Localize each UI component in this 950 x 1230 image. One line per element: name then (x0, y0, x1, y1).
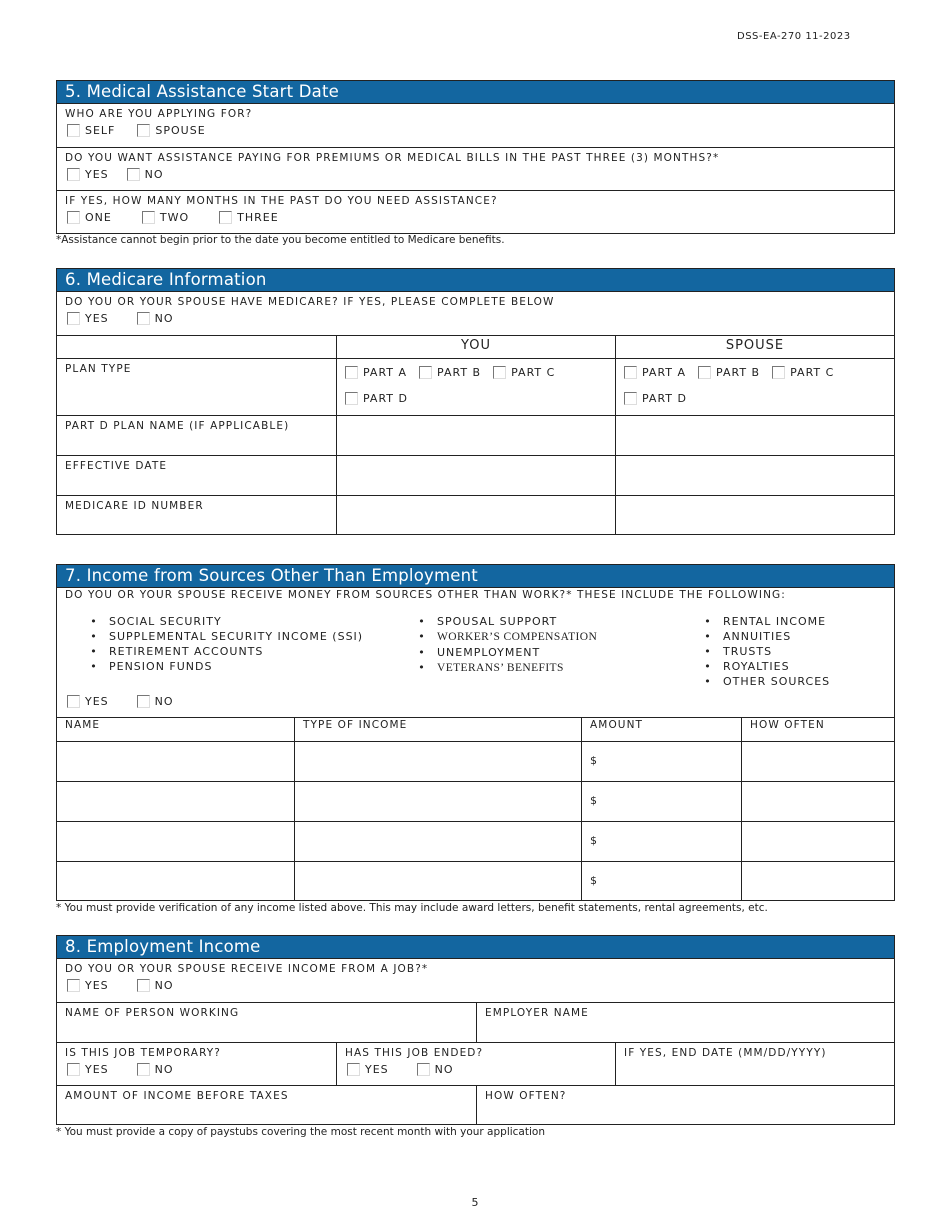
name-employer-row (57, 1002, 894, 1042)
medicare-no-checkbox[interactable] (137, 312, 150, 325)
spouse-part-c-checkbox[interactable] (772, 366, 785, 379)
no-label: NO (154, 312, 174, 325)
medicare-id-label: MEDICARE ID NUMBER (65, 500, 204, 512)
amount-col-header: AMOUNT (590, 719, 644, 731)
income-amount-row (57, 1085, 894, 1125)
temporary-label: IS THIS JOB TEMPORARY? (65, 1047, 221, 1059)
spouse-part-a-checkbox[interactable] (624, 366, 637, 379)
yes-label: YES (85, 1063, 109, 1076)
end-date-label: IF YES, END DATE (MM/DD/YYYY) (624, 1047, 827, 1059)
you-part-a-checkbox[interactable] (345, 366, 358, 379)
effective-date-row (57, 455, 894, 495)
part-d-plan-row (57, 415, 894, 455)
spouse-plan-type (615, 359, 894, 415)
yes-label: YES (85, 168, 109, 181)
job-income-row (57, 959, 894, 1002)
how-often-field[interactable] (476, 1086, 894, 1125)
yes-label: YES (85, 312, 109, 325)
section-title: 8. Employment Income (57, 936, 894, 959)
no-label: NO (154, 695, 174, 708)
section-medical-assistance-start-date (56, 80, 895, 234)
bullet-item: ROYALTIES (723, 660, 790, 673)
section-employment-income (56, 935, 895, 1125)
part-d-label: PART D (363, 392, 408, 405)
section-medicare-information (56, 268, 895, 535)
you-part-c-checkbox[interactable] (493, 366, 506, 379)
applying-for-label: WHO ARE YOU APPLYING FOR? (65, 108, 253, 120)
applying-for-row (57, 104, 894, 147)
spouse-part-d-plan-field[interactable] (615, 416, 894, 455)
how-often-field[interactable] (741, 862, 894, 901)
type-col-header: TYPE OF INCOME (303, 719, 408, 731)
column-header-row (57, 335, 894, 358)
you-part-b-checkbox[interactable] (419, 366, 432, 379)
three-label: THREE (237, 211, 279, 224)
part-d-label: PART D (642, 392, 687, 405)
bullet-item: PENSION FUNDS (109, 660, 213, 673)
section8-note: * You must provide a copy of paystubs covering the most recent month with your application (56, 1126, 545, 1138)
table-row (57, 781, 894, 821)
other-income-question-row (57, 588, 894, 717)
yes-label: YES (85, 979, 109, 992)
have-medicare-row (57, 292, 894, 335)
bullet-item: WORKER’S COMPENSATION (437, 631, 598, 643)
three-checkbox[interactable] (219, 211, 232, 224)
you-column-header: YOU (336, 336, 615, 358)
you-plan-type (336, 359, 615, 415)
bullets-col2: • SPOUSAL SUPPORT • WORKER’S COMPENSATION • UNEMPLOYMENT • VETERANS’ BENEFITS (418, 615, 598, 674)
no-label: NO (144, 168, 164, 181)
how-many-months-row (57, 190, 894, 234)
part-b-label: PART B (716, 366, 761, 379)
job-income-label: DO YOU OR YOUR SPOUSE RECEIVE INCOME FROM A JOB?* (65, 963, 429, 975)
dollar-sign: $ (590, 834, 597, 847)
part-c-label: PART C (511, 366, 556, 379)
table-row (57, 861, 894, 901)
employer-name-field[interactable] (476, 1003, 894, 1042)
income-before-taxes-label: AMOUNT OF INCOME BEFORE TAXES (65, 1090, 289, 1102)
bullet-item: RETIREMENT ACCOUNTS (109, 645, 264, 658)
dollar-sign: $ (590, 794, 597, 807)
income-table-header (57, 717, 894, 741)
section7-note: * You must provide verification of any income listed above. This may include award letters, benefit statements, rental agreements, etc. (56, 902, 768, 914)
bullets-col1: • SOCIAL SECURITY • SUPPLEMENTAL SECURITY INCOME (SSI) • RETIREMENT ACCOUNTS • PENSION FUNDS (90, 615, 364, 673)
spouse-effective-date-field[interactable] (615, 456, 894, 495)
section5-note: *Assistance cannot begin prior to the date you become entitled to Medicare benefits. (56, 234, 505, 246)
type-field[interactable] (294, 862, 581, 901)
table-row (57, 821, 894, 861)
form-code: DSS-EA-270 11-2023 (737, 31, 851, 42)
amount-field[interactable] (581, 862, 741, 901)
page-number: 5 (471, 1196, 479, 1209)
how-often-field[interactable] (741, 742, 894, 781)
bullet-item: ANNUITIES (723, 630, 792, 643)
table-row (57, 741, 894, 781)
how-often-field[interactable] (741, 782, 894, 821)
temporary-no-checkbox[interactable] (137, 1063, 150, 1076)
ended-yes-checkbox[interactable] (347, 1063, 360, 1076)
ended-no-checkbox[interactable] (417, 1063, 430, 1076)
how-many-months-label: IF YES, HOW MANY MONTHS IN THE PAST DO YOU NEED ASSISTANCE? (65, 195, 498, 207)
bullet-item: VETERANS’ BENEFITS (437, 662, 564, 674)
spouse-part-b-checkbox[interactable] (698, 366, 711, 379)
past-months-label: DO YOU WANT ASSISTANCE PAYING FOR PREMIUMS OR MEDICAL BILLS IN THE PAST THREE (3) MONTHS?* (65, 152, 720, 164)
amount-field[interactable] (581, 822, 741, 861)
spouse-label: SPOUSE (155, 124, 206, 137)
bullet-item: TRUSTS (723, 645, 773, 658)
bullet-item: OTHER SOURCES (723, 675, 831, 688)
type-field[interactable] (294, 822, 581, 861)
name-field[interactable] (57, 822, 294, 861)
job-no-checkbox[interactable] (137, 979, 150, 992)
name-field[interactable] (57, 862, 294, 901)
part-a-label: PART A (642, 366, 687, 379)
type-field[interactable] (294, 742, 581, 781)
medicare-yes-checkbox[interactable] (67, 312, 80, 325)
amount-field[interactable] (581, 742, 741, 781)
medicare-id-row (57, 495, 894, 535)
no-label: NO (434, 1063, 454, 1076)
bullet-item: SUPPLEMENTAL SECURITY INCOME (SSI) (109, 630, 364, 643)
two-label: TWO (159, 211, 190, 224)
effective-date-label: EFFECTIVE DATE (65, 460, 168, 472)
yes-label: YES (85, 695, 109, 708)
name-col-header: NAME (65, 719, 101, 731)
amount-field[interactable] (581, 782, 741, 821)
yes-label: YES (365, 1063, 389, 1076)
two-checkbox[interactable] (142, 211, 155, 224)
past-months-yes-checkbox[interactable] (67, 168, 80, 181)
person-working-field[interactable] (57, 1003, 476, 1042)
job-status-row (57, 1042, 894, 1085)
bullet-item: RENTAL INCOME (723, 615, 827, 628)
income-before-taxes-field[interactable] (57, 1086, 476, 1125)
plan-type-label: PLAN TYPE (65, 363, 132, 375)
section-title: 6. Medicare Information (57, 269, 894, 292)
spouse-part-d-checkbox[interactable] (624, 392, 637, 405)
other-income-label: DO YOU OR YOUR SPOUSE RECEIVE MONEY FROM SOURCES OTHER THAN WORK?* THESE INCLUDE THE FOLLOWING: (65, 589, 786, 601)
plan-type-row (57, 358, 894, 415)
job-yes-checkbox[interactable] (67, 979, 80, 992)
one-label: ONE (85, 211, 112, 224)
past-months-row (57, 147, 894, 190)
bullet-item: SPOUSAL SUPPORT (437, 615, 558, 628)
how-often-label: HOW OFTEN? (485, 1090, 567, 1102)
part-d-plan-label: PART D PLAN NAME (IF APPLICABLE) (65, 420, 290, 432)
one-checkbox[interactable] (67, 211, 80, 224)
section-title: 7. Income from Sources Other Than Employment (57, 565, 894, 588)
other-income-no-checkbox[interactable] (137, 695, 150, 708)
part-b-label: PART B (437, 366, 482, 379)
you-medicare-id-field[interactable] (336, 496, 615, 535)
spouse-checkbox[interactable] (137, 124, 150, 137)
spouse-medicare-id-field[interactable] (615, 496, 894, 535)
name-field[interactable] (57, 742, 294, 781)
employer-name-label: EMPLOYER NAME (485, 1007, 589, 1019)
bullets-col3: • RENTAL INCOME • ANNUITIES • TRUSTS • ROYALTIES • OTHER SOURCES (704, 615, 831, 688)
past-months-no-checkbox[interactable] (127, 168, 140, 181)
you-part-d-checkbox[interactable] (345, 392, 358, 405)
spouse-column-header: SPOUSE (615, 336, 894, 358)
part-c-label: PART C (790, 366, 835, 379)
bullet-item: SOCIAL SECURITY (109, 615, 222, 628)
section-title: 5. Medical Assistance Start Date (57, 81, 894, 104)
self-checkbox[interactable] (67, 124, 80, 137)
dollar-sign: $ (590, 874, 597, 887)
have-medicare-label: DO YOU OR YOUR SPOUSE HAVE MEDICARE? IF YES, PLEASE COMPLETE BELOW (65, 296, 555, 308)
type-field[interactable] (294, 782, 581, 821)
section-other-income (56, 564, 895, 901)
you-effective-date-field[interactable] (336, 456, 615, 495)
name-field[interactable] (57, 782, 294, 821)
temporary-yes-checkbox[interactable] (67, 1063, 80, 1076)
person-working-label: NAME OF PERSON WORKING (65, 1007, 240, 1019)
bullet-item: UNEMPLOYMENT (437, 646, 541, 659)
other-income-yes-checkbox[interactable] (67, 695, 80, 708)
how-often-field[interactable] (741, 822, 894, 861)
dollar-sign: $ (590, 754, 597, 767)
no-label: NO (154, 1063, 174, 1076)
end-date-field[interactable] (615, 1043, 894, 1085)
no-label: NO (154, 979, 174, 992)
you-part-d-plan-field[interactable] (336, 416, 615, 455)
part-a-label: PART A (363, 366, 408, 379)
job-ended-label: HAS THIS JOB ENDED? (345, 1047, 484, 1059)
self-label: SELF (85, 124, 116, 137)
how-often-col-header: HOW OFTEN (750, 719, 825, 731)
